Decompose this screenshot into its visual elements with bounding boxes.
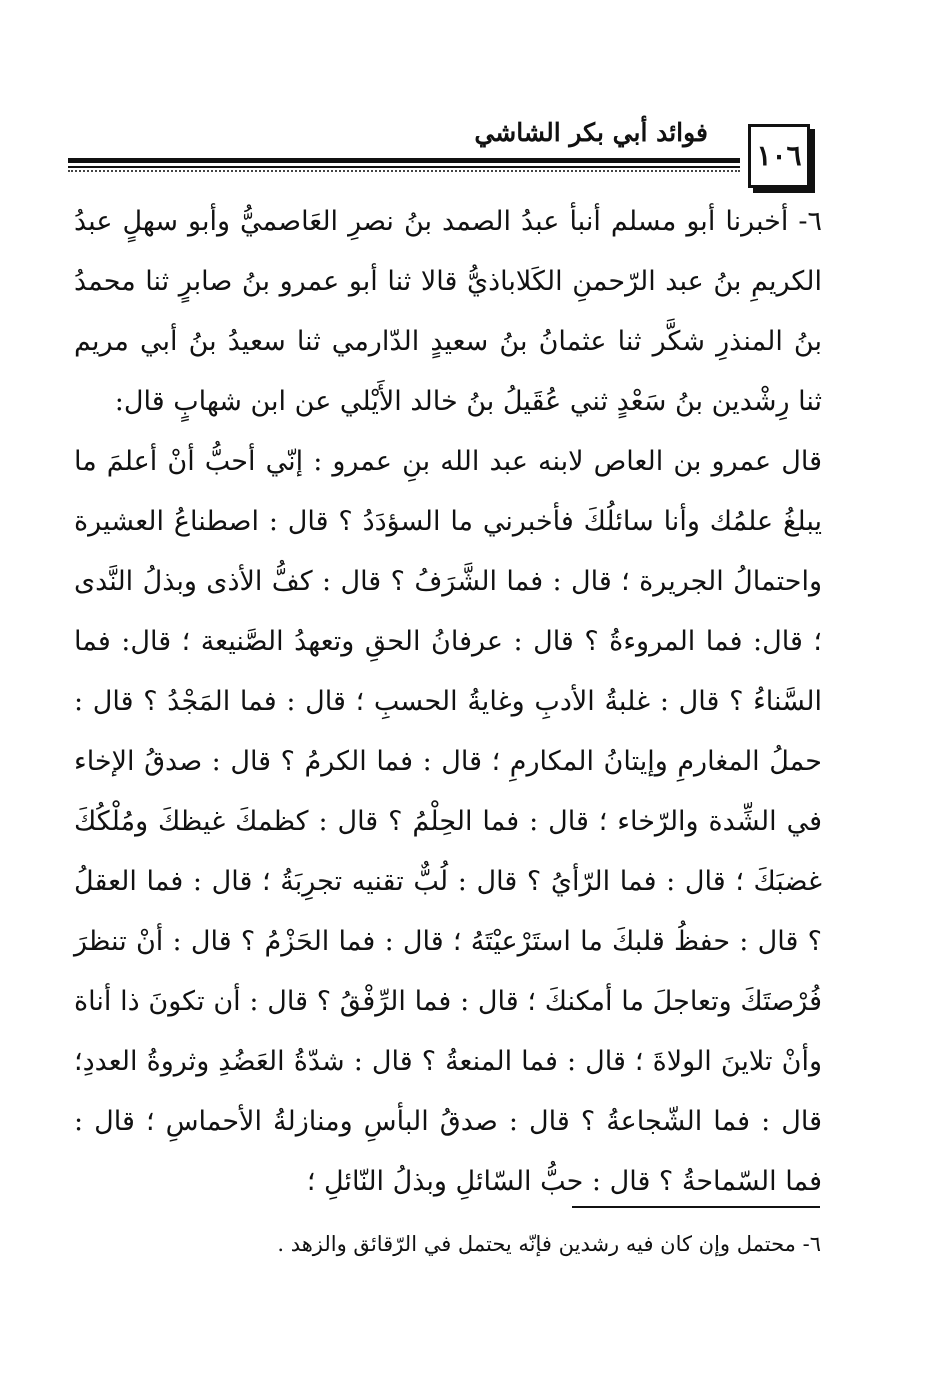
header-rule-thin xyxy=(68,166,740,168)
footnote: ٦- محتمل وإن كان فيه رشدين فإنّه يحتمل في الرّقائق والزهد . xyxy=(277,1232,821,1256)
book-title: فوائد أبي بكر الشاشي xyxy=(474,118,708,147)
main-text xyxy=(74,192,822,1212)
header-rule-dotted xyxy=(68,170,740,172)
matn-paragraph: قال عمرو بن العاص لابنه عبد الله بنِ عمرو : إنّي أحبُّ أنْ أعلمَ ما يبلغُ علمُك وأنا سائلُكَ فأخبرني ما السؤدَدُ ؟ قال : اصطناعُ العشيرة واحتمالُ الجريرة ؛ قال : فما الشَّرَفُ ؟ قال : كفُّ الأذى وبذلُ النَّدى ؛ قال: فما المروءةُ ؟ قال : عرفانُ الحقِ وتعهدُ الصَّنيعة ؛ قال: فما السَّناءُ ؟ قال : غلبةُ الأدبِ وغايةُ الحسبِ ؛ قال : فما المَجْدُ ؟ قال : حملُ المغارمِ وإيتانُ المكارمِ ؛ قال : فما الكرمُ ؟ قال : صدقُ الإخاء في الشِّدة والرّخاء ؛ قال : فما الحِلْمُ ؟ قال : كظمكَ غيظكَ ومُلْكُكَ غضبَكَ ؛ قال : فما الرّأيُ ؟ قال : لُبٌّ تقنيه تجرِبَةُ ؛ قال : فما العقلُ ؟ قال : حفظُ قلبكَ ما استَرْعيْتَهُ ؛ قال : فما الحَزْمُ ؟ قال : أنْ تنظرَ فُرْصتَكَ وتعاجلَ ما أمكنكَ ؛ قال : فما الرِّفْقُ ؟ قال : أن تكونَ ذا أناة وأنْ تلاينَ الولاةَ ؛ قال : فما المنعةُ ؟ قال : شدّةُ العَضُدِ وثروةُ العددِ؛ قال : فما الشّجاعةُ ؟ قال : صدقُ البأسِ ومنازلةُ الأحماسِ ؛ قال : فما السّماحةُ ؟ قال : حبُّ السّائلِ وبذلُ النّائلِ ؛ xyxy=(74,446,822,1197)
page-number: ١٠٦ xyxy=(748,124,810,188)
page-header xyxy=(68,110,828,200)
footnote-separator xyxy=(572,1206,820,1208)
header-rule-thick xyxy=(68,158,740,163)
isnad-paragraph: ٦- أخبرنا أبو مسلم أنبأ عبدُ الصمد بنُ نصرِ العَاصميُّ وأبو سهلٍ عبدُ الكريمِ بنُ عبد الرّحمنِ الكَلاباذيُّ قالا ثنا أبو عمرو بنُ صابرٍ ثنا محمدُ بنُ المنذرِ شكَّر ثنا عثمانُ بنُ سعيدٍ الدّارمي ثنا سعيدُ بنُ أبي مريم ثنا رِشْدين بنُ سَعْدٍ ثني عُقَيلُ بنُ خالد الأَيْلي عن ابن شهابٍ قال: xyxy=(74,206,822,417)
